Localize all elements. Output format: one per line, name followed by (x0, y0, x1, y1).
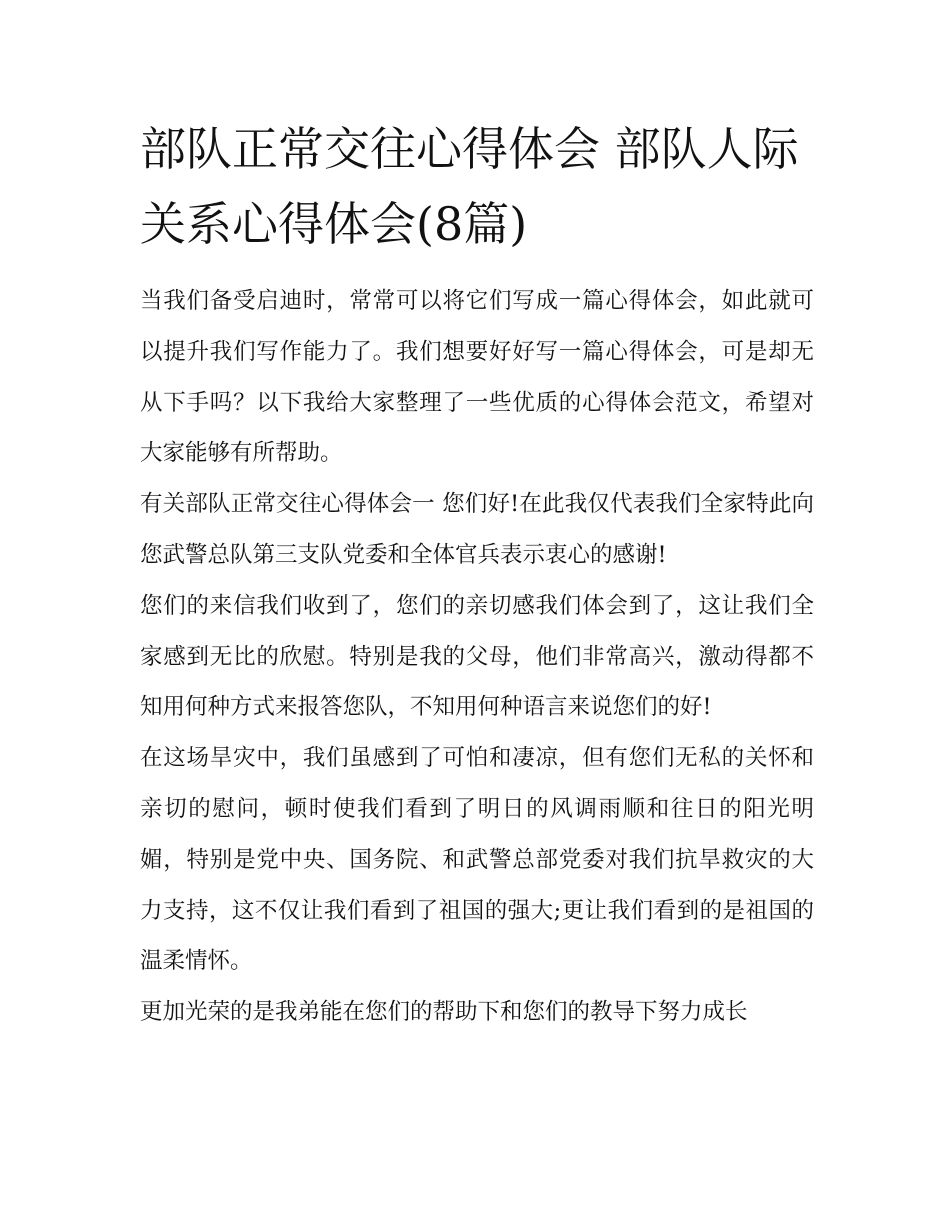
body-paragraph-4: 更加光荣的是我弟能在您们的帮助下和您们的教导下努力成长 (140, 999, 748, 1026)
document-title: 部队正常交往心得体会 部队人际关系心得体会(8篇) (140, 122, 799, 251)
body-paragraph-3: 在这场旱灾中，我们虽感到了可怕和凄凉，但有您们无私的关怀和亲切的慰问，顿时使我们看到了明日的风调雨顺和往日的阳光明媚，特别是党中央、国务院、和武警总部党委对我们抗旱救灾的大力支持，这不仅让我们看到了祖国的强大;更让我们看到的是祖国的温柔情怀。 (140, 745, 814, 975)
body-paragraph-1: 有关部队正常交往心得体会一 您们好!在此我仅代表我们全家特此向您武警总队第三支队党委和全体官兵表示衷心的感谢! (140, 491, 814, 568)
body-paragraph-2: 您们的来信我们收到了，您们的亲切感我们体会到了，这让我们全家感到无比的欣慰。特别是我的父母，他们非常高兴，激动得都不知用何种方式来报答您队，不知用何种语言来说您们的好! (140, 592, 814, 721)
intro-paragraph: 当我们备受启迪时，常常可以将它们写成一篇心得体会，如此就可以提升我们写作能力了。我们想要好好写一篇心得体会，可是却无从下手吗？以下我给大家整理了一些优质的心得体会范文，希望对大家能够有所帮助。 (140, 288, 814, 467)
